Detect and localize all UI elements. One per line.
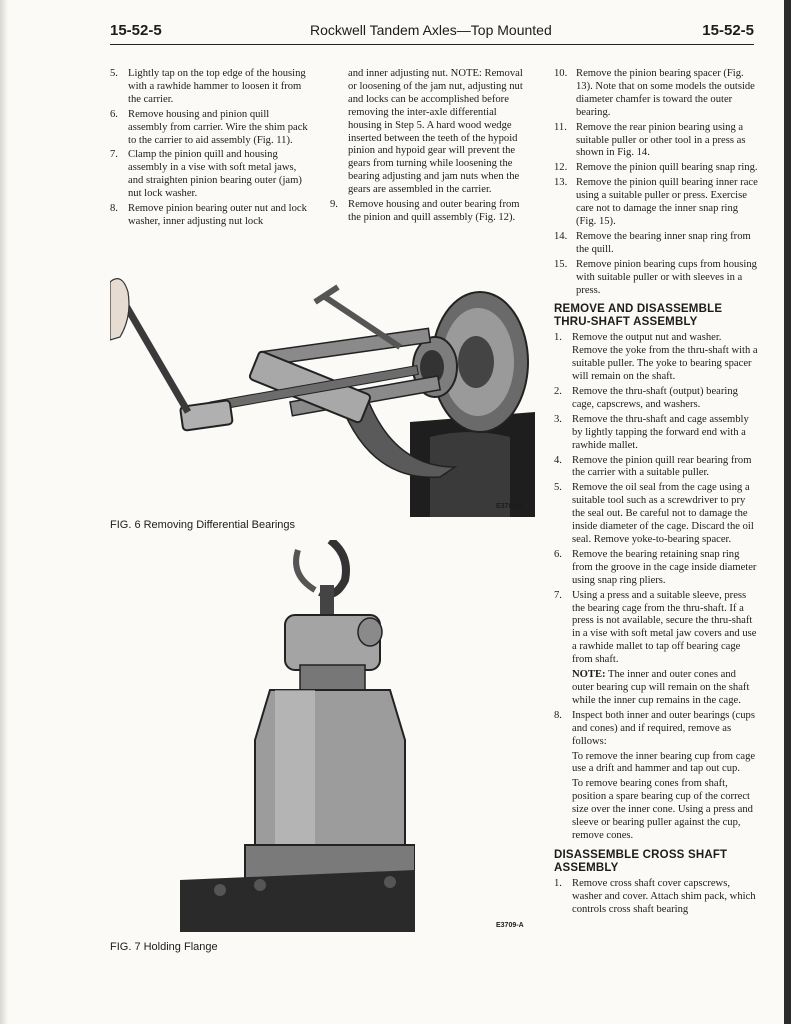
note-label: NOTE: [572,669,606,681]
step-text: Remove the thru-shaft and cage assembly by lightly tapping the forward end with a rawhide mallet. [572,413,749,451]
step-text: Inspect both inner and outer bearings (cups and cones) and if required, remove as follows: [572,709,755,747]
step-text: Remove the oil seal from the cage using a suitable tool such as a screwdriver to pry the seal out. Be careful not to damage the inside diameter of the cage. Discard the oil seal. Remove yoke-to-bearing spacer. [572,482,754,545]
housing-highlight [275,690,315,845]
step-number: 1. [554,332,562,344]
thru-step-3 [554,414,758,453]
step-text: Using a press and a suitable sleeve, press the bearing cage from the thru-shaft. If a press is not available, secure the thru-shaft in a vise with soft metal jaw covers and use a rawhide mallet to tap off bearing cage from shaft. [572,589,757,666]
step-text: Remove pinion bearing outer nut and lock washer, inner adjusting nut lock [128,203,307,227]
column-2 [330,68,532,227]
flange-hub [458,336,494,388]
step-text: Clamp the pinion quill and housing assembly in a vise with soft metal jaws, and straighten pinion bearing outer (jam) nut lock washer. [128,149,302,200]
step-number: 8. [110,203,118,215]
section-heading-thru-shaft: REMOVE AND DISASSEMBLE THRU-SHAFT ASSEMBLY [554,303,723,329]
step-text: Remove the output nut and washer. Remove the yoke from the thru-shaft with a suitable puller. The yoke to bearing spacer will remain on the shaft. [572,332,758,383]
step-13 [554,177,758,229]
step-text: Remove housing and pinion quill assembly from carrier. Wire the shim pack to the carrier to aid assembly (Fig. 11). [128,108,308,146]
note-paragraph [554,669,758,708]
step-10 [554,68,758,120]
step-number: 6. [554,548,562,560]
step-text: Remove the pinion bearing spacer (Fig. 13). Note that on some models the outside diameter chamfer is toward the outer bearing. [576,68,755,118]
step-number: 7. [554,589,562,601]
step-number: 11. [554,121,567,133]
step-15 [554,259,758,298]
step-text: Remove the bearing retaining snap ring from the groove in the cage inside diameter using snap ring pliers. [572,548,757,586]
yoke-neck [300,665,365,690]
sub-paragraph-cones: To remove bearing cones from shaft, position a spare bearing cup of the correct size over the inner cone. Using a press and sleeve or bearing puller against the cup, remove cones. [572,778,753,841]
figure-6-caption: FIG. 6 Removing Differential Bearings [110,519,296,531]
step-number: 3. [554,413,562,425]
step-text: Remove the thru-shaft (output) bearing cage, capscrews, and washers. [572,386,738,410]
column-1 [110,68,310,231]
thru-step-6 [554,549,758,588]
step-text: Remove the pinion quill bearing inner race using a suitable puller or press. Exercise care not to damage the inner snap ring (Fig. 15). [576,177,758,227]
column-3 [554,68,758,919]
step-12 [554,162,758,175]
step-number: 5. [110,68,118,79]
step-text: Remove the pinion quill rear bearing from the carrier with a suitable puller. [572,454,752,479]
figure-6-id: E3708-A [496,503,524,510]
thru-step-7 [554,590,758,667]
step-number: 9. [330,199,338,211]
note-text: The inner and outer cones and outer bearing cup will remain on the shaft while the inner cup remains in the cage. [572,669,750,706]
step-text: Remove cross shaft cover capscrews, washer and cover. Attach shim pack, which controls cross shaft bearing [572,877,756,915]
bolt [254,879,266,891]
page-edge-shadow [0,0,8,1024]
step-6 [110,109,310,148]
step-number: 2. [554,386,562,398]
step-11 [554,122,758,161]
step-text: Remove housing and outer bearing from the pinion and quill assembly (Fig. 12). [348,199,520,223]
step-text: Remove the pinion quill bearing snap ring. [576,162,758,174]
thru-step-4 [554,455,758,481]
thru-step-5 [554,482,758,547]
step-number: 4. [554,454,562,466]
step-text: Remove the bearing inner snap ring from the quill. [576,230,751,255]
step-text: Lightly tap on the top edge of the housing with a rawhide hammer to loosen it from the carrier. [128,68,306,105]
figure-7-illustration [180,540,415,932]
step-5 [110,68,310,107]
step-7 [110,149,310,201]
step-9 [330,199,532,225]
step-number: 5. [554,482,562,494]
page-header [110,22,754,45]
step-number: 13. [554,177,568,189]
step-8-continued: and inner adjusting nut. NOTE: Removal or loosening of the jam nut, adjusting nut and locks can be accomplished before removing the inter-axle differential housing in Step 5. A hard wood wedge inserted between the teeth of the hypoid pinion and hypoid gear will prevent the gears from turning while loosening the bearing adjusting and jam nuts when the gears are assembled in the carrier. [348,68,523,196]
cross-step-1 [554,878,758,917]
running-title: Rockwell Tandem Axles—Top Mounted [310,22,552,38]
step-text: Remove pinion bearing cups from housing with suitable puller or with sleeves in a press. [576,258,757,296]
figure-7-caption: FIG. 7 Holding Flange [110,941,218,953]
section-heading-cross-shaft: DISASSEMBLE CROSS SHAFT ASSEMBLY [554,848,728,874]
step-number: 10. [554,68,568,79]
step-number: 14. [554,230,568,242]
step-number: 6. [110,108,118,120]
yoke-pin [358,618,382,646]
step-number: 7. [110,149,118,161]
carrier-base [180,870,415,932]
thru-step-2 [554,386,758,412]
page-number-left: 15-52-5 [110,22,162,39]
page-number-right: 15-52-5 [702,22,754,39]
sub-paragraph-cup: To remove the inner bearing cup from cage use a drift and hammer and tap out cup. [572,750,756,775]
figure-6-illustration [110,262,535,517]
step-14 [554,231,758,257]
step-number: 1. [554,877,562,889]
bolt [214,884,226,896]
bolt [384,876,396,888]
step-text: Remove the rear pinion bearing using a suitable puller or other tool in a press as shown in Fig. 14. [576,121,746,159]
thru-step-1 [554,332,758,384]
step-number: 8. [554,709,562,721]
step-number: 12. [554,162,568,174]
shackle [320,585,334,615]
figure-7-id: E3709-A [496,922,524,929]
step-number: 15. [554,258,568,270]
step-8 [110,203,310,229]
thru-step-8 [554,710,758,749]
